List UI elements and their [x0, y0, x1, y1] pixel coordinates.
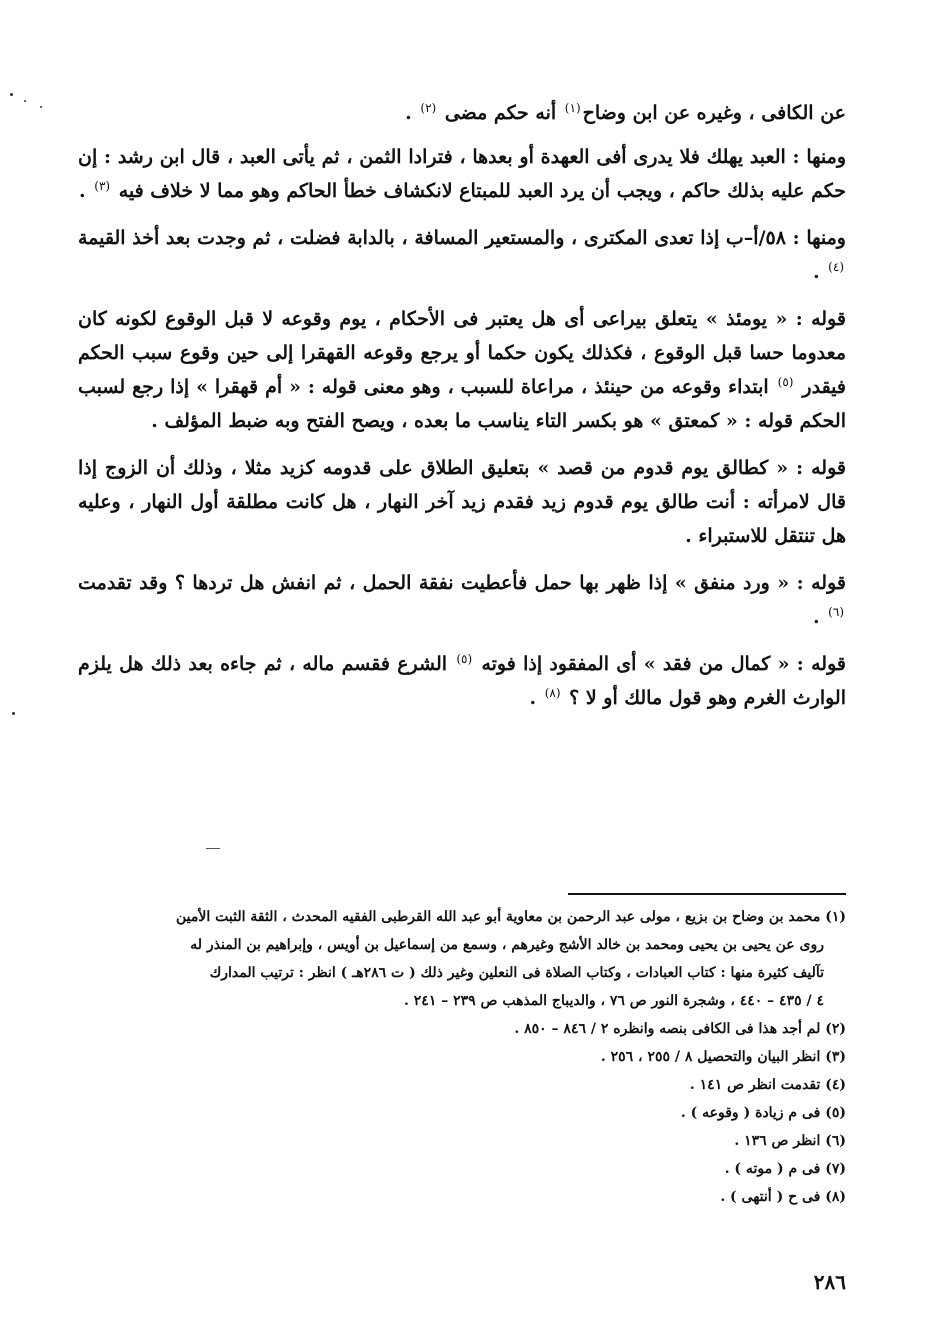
footnote [200, 1155, 846, 1183]
text-run: أنه حكم مضى [438, 102, 563, 124]
text-run: ومنها : العبد يهلك فلا يدرى أفى العهدة أو بعدها ، فترادا الثمن ، ثم يأتى العبد ، قال ابن رشد : إن حكم عليه بذلك حاكم ، ويجب أن يرد العبد للمبتاع لانكشاف خطأ الحاكم وهو مما لا خلاف فيه [78, 146, 846, 202]
text-run: قوله : « كطالق يوم قدوم من قصد » بتعليق الطلاق على قدومه كزيد مثلا ، وذلك أن الزوج إذا قال لامرأته : أنت طالق يوم قدوم زيد فقدم زيد آخر النهار ، هل كانت مطلقة أول النهار ، وعليه هل تنتقل للاستبراء . [78, 457, 846, 547]
footnote-ref: (٨) [544, 685, 561, 700]
footnote [200, 1183, 846, 1211]
text-run: . [529, 687, 543, 709]
footnote-number: (١) [825, 909, 846, 925]
text-run: قوله : « يومئذ » يتعلق بيراعى أى هل يعتبر فى الأحكام ، يوم وقوعه لا قبل الوقوع لكونه كان معدوما حسا قبل الوقوع ، فكذلك يكون حكما أو يرجع وقوعه القهقرا إلى حين وقوع سبب الحكم فيقدر [78, 308, 846, 398]
footnote-number: (٨) [825, 1189, 846, 1205]
footnote-text: ٤ / ٤٣٥ – ٤٤٠ ، وشجرة النور ص ٧٦ ، والديباج المذهب ص ٢٣٩ – ٢٤١ . [404, 993, 824, 1009]
main-text [78, 96, 846, 728]
footnote-ref: (٥) [777, 374, 794, 389]
footnote-ref: (٥) [456, 651, 473, 666]
paragraph [78, 96, 846, 130]
footnote-text: تآليف كثيرة منها : كتاب العبادات ، وكتاب الصلاة فى النعلين وغير ذلك ( ت ٢٨٦هـ ) انظر : ترتيب المدارك [209, 965, 824, 981]
footnote-divider [568, 893, 846, 895]
text-run: قوله : « كمال من فقد » أى المفقود إذا فوته [474, 653, 846, 675]
footnote-text: فى م زيادة ( وقوعه ) . [680, 1105, 821, 1121]
footnote-text: تقدمت انظر ص ١٤١ . [689, 1077, 821, 1093]
text-run: الشرع فقسم ماله ، ثم جاءه بعد ذلك هل يلزم الوارث الغرم وهو قول مالك أو لا ؟ [78, 653, 846, 709]
footnote-text: محمد بن وضاح بن بزيع ، مولى عبد الرحمن بن معاوية أبو عبد الله القرطبى الفقيه المحدث ، الثقة الثبت الأمين [176, 909, 821, 925]
paragraph [78, 451, 846, 553]
footnote-number: (٤) [825, 1077, 846, 1093]
footnote-ref: (١) [564, 100, 581, 115]
scan-speck [40, 106, 42, 108]
footnote-number: (٣) [825, 1049, 846, 1065]
paragraph [78, 302, 846, 438]
footnotes [176, 903, 846, 1211]
footnote [176, 903, 846, 931]
footnote-text: انظر ص ١٣٦ . [734, 1133, 821, 1149]
footnote-continuation [190, 931, 846, 959]
footnote-ref: (٦) [828, 604, 844, 619]
footnote-number: (٧) [825, 1161, 846, 1177]
footnote-continuation [200, 987, 846, 1015]
footnote-text: لم أجد هذا فى الكافى بنصه وانظره ٢ / ٨٤٦ – ٨٥٠ . [514, 1021, 821, 1037]
footnote-ref: (٤) [828, 259, 844, 274]
text-run: قوله : « ورد منفق » إذا ظهر بها حمل فأعطيت نفقة الحمل ، ثم انفش هل تردها ؟ وقد تقدمت [78, 572, 846, 594]
footnote [200, 1043, 846, 1071]
footnote-ref: (٣) [94, 178, 111, 193]
page-number: ٢٨٦ [813, 1270, 846, 1294]
footnote [200, 1015, 846, 1043]
text-run: ومنها : ٥٨/أ–ب إذا تعدى المكترى ، والمستعير المسافة ، بالدابة فضلت ، ثم وجدت بعد أخذ القيمة [78, 227, 846, 249]
scan-speck [10, 93, 13, 96]
footnote-number: (٥) [825, 1105, 846, 1121]
text-run: . [812, 261, 827, 283]
footnote [200, 1099, 846, 1127]
footnote-number: (٦) [825, 1133, 846, 1149]
scan-speck [12, 712, 15, 715]
paragraph [78, 140, 846, 208]
paragraph [78, 566, 846, 634]
text-run: . [812, 606, 827, 628]
footnote [200, 1127, 846, 1155]
paragraph [78, 221, 846, 289]
footnote-text: فى ح ( أنتهى ) . [720, 1189, 821, 1205]
scan-speck [24, 100, 26, 102]
footnote [200, 1071, 846, 1099]
footnote-text: روى عن يحيى بن يحيى ومحمد بن خالد الأشج وغيرهم ، وسمع من إسماعيل بن أويس ، وإبراهيم بن المنذر له [190, 937, 824, 953]
text-run: . [79, 180, 93, 202]
footnote-continuation [200, 959, 846, 987]
stray-mark [206, 848, 220, 849]
text-run: . [405, 102, 419, 124]
text-run: ابتداء وقوعه من حينئذ ، مراعاة للسبب ، وهو معنى قوله : « أم قهقرا » إذا رجع لسبب الحكم قوله : « كمعتق » هو بكسر التاء يناسب ما بعده ، ويصح الفتح وبه ضبط المؤلف . [78, 376, 846, 432]
footnote-text: فى م ( موته ) . [724, 1161, 821, 1177]
footnote-number: (٢) [825, 1021, 846, 1037]
footnote-text: انظر البيان والتحصيل ٨ / ٢٥٥ ، ٢٥٦ . [600, 1049, 821, 1065]
text-run: عن الكافى ، وغيره عن ابن وضاح [582, 102, 846, 124]
paragraph [78, 647, 846, 715]
footnote-ref: (٢) [420, 100, 437, 115]
